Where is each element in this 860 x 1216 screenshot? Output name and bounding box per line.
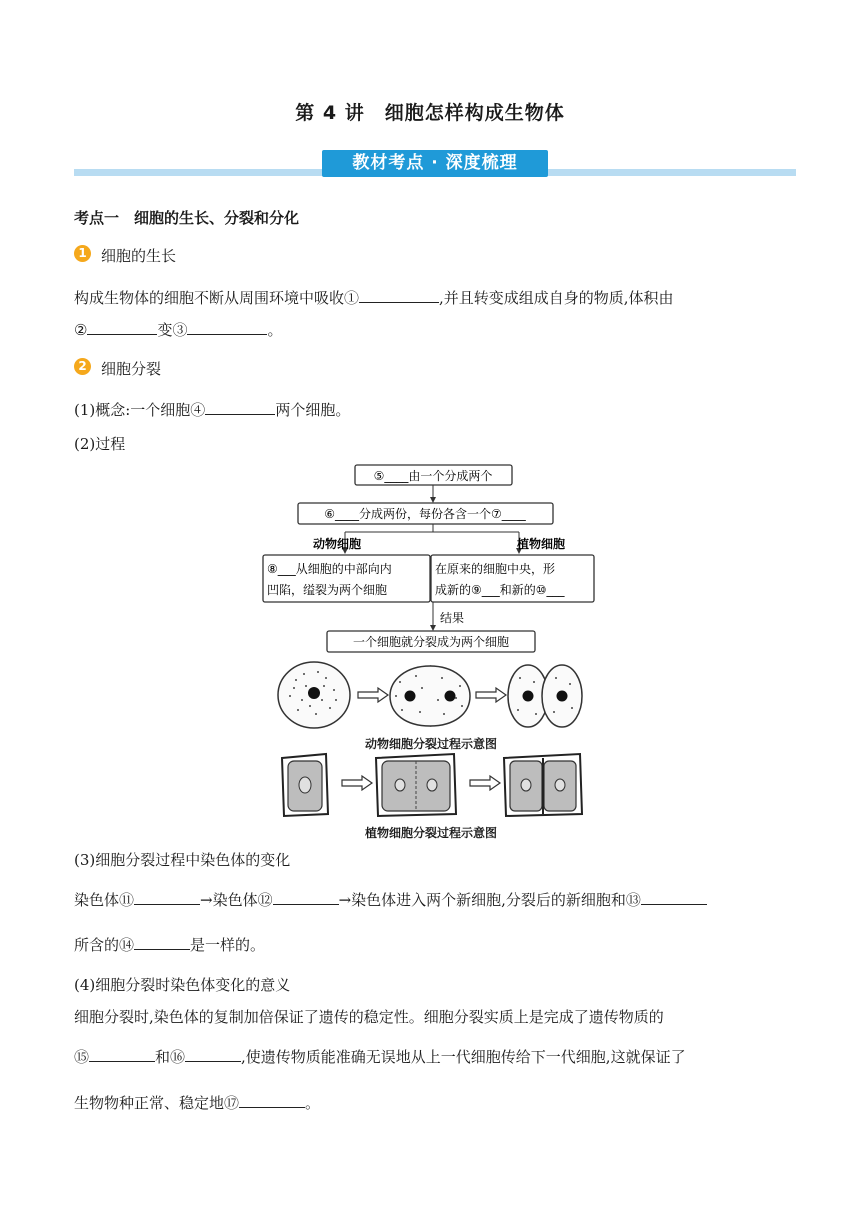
blank-2[interactable] bbox=[87, 320, 157, 335]
animal-cell-1 bbox=[278, 662, 350, 728]
blank-15[interactable] bbox=[89, 1047, 155, 1062]
blank-11[interactable] bbox=[134, 890, 200, 905]
result-box-text: 一个细胞就分裂成为两个细胞 bbox=[352, 635, 510, 649]
blank-1[interactable] bbox=[359, 288, 439, 303]
subsection-title-division: 细胞分裂 bbox=[101, 360, 162, 378]
process-label: (2)过程 bbox=[74, 435, 126, 453]
meaning-heading: (4)细胞分裂时染色体变化的意义 bbox=[74, 976, 291, 994]
animal-division-illustration bbox=[276, 660, 586, 732]
blank-17[interactable] bbox=[239, 1093, 305, 1108]
plant-diagram-caption: 植物细胞分裂过程示意图 bbox=[364, 826, 497, 840]
plant-division-illustration bbox=[276, 752, 586, 818]
blank-3[interactable] bbox=[187, 320, 267, 335]
blank-4[interactable] bbox=[205, 400, 275, 415]
plant-cell-3 bbox=[504, 754, 582, 816]
result-label: 结果 bbox=[440, 611, 465, 625]
blank-14[interactable] bbox=[134, 935, 190, 950]
meaning-line-1: 细胞分裂时,染色体的复制加倍保证了遗传的稳定性。细胞分裂实质上是完成了遗传物质的 bbox=[74, 1008, 664, 1026]
concept-line: (1)概念:一个细胞④ 两个细胞。 bbox=[74, 401, 351, 419]
animal-cell-label: 动物细胞 bbox=[313, 537, 362, 551]
blank-16[interactable] bbox=[185, 1047, 241, 1062]
section-banner: 教材考点 · 深度梳理 bbox=[322, 150, 548, 177]
flow-box-1-text: ⑤____由一个分成两个 bbox=[373, 469, 493, 483]
division-flowchart bbox=[255, 460, 605, 660]
plant-cell-label: 植物细胞 bbox=[517, 537, 566, 551]
chromosome-heading: (3)细胞分裂过程中染色体的变化 bbox=[74, 851, 291, 869]
chromosome-line-2: 所含的⑭ 是一样的。 bbox=[74, 936, 266, 954]
meaning-line-3: 生物物种正常、稳定地⑰ 。 bbox=[74, 1094, 321, 1112]
blank-12[interactable] bbox=[273, 890, 339, 905]
subsection-title-growth: 细胞的生长 bbox=[101, 247, 177, 265]
chromosome-line-1: 染色体⑪ →染色体⑫ →染色体进入两个新细胞,分裂后的新细胞和⑬ bbox=[74, 889, 707, 910]
animal-cell-2 bbox=[390, 666, 470, 726]
animal-diagram-caption: 动物细胞分裂过程示意图 bbox=[364, 737, 497, 751]
plant-box-line2: 成新的⑨___和新的⑩___ bbox=[435, 583, 565, 597]
plant-cell-1 bbox=[282, 754, 328, 816]
blank-13[interactable] bbox=[641, 890, 707, 905]
animal-cell-3 bbox=[508, 665, 582, 727]
plant-box-line1: 在原来的细胞中央，形 bbox=[435, 562, 556, 576]
plant-cell-2 bbox=[376, 754, 456, 816]
flow-box-2-text: ⑥____分成两份，每份各含一个⑦____ bbox=[324, 507, 526, 521]
number-badge-1: 1 bbox=[74, 245, 91, 262]
meaning-line-2: ⑮ 和⑯ ,使遗传物质能准确无误地从上一代细胞传给下一代细胞,这就保证了 bbox=[74, 1048, 686, 1066]
page-title: 第 4 讲 细胞怎样构成生物体 bbox=[295, 102, 565, 124]
topic-heading: 考点一 细胞的生长、分裂和分化 bbox=[74, 209, 300, 227]
growth-line-1: 构成生物体的细胞不断从周围环境中吸收① ,并且转变成组成自身的物质,体积由 bbox=[74, 289, 674, 307]
animal-box-line1: ⑧___从细胞的中部向内 bbox=[267, 562, 392, 576]
growth-line-2: ② 变③ 。 bbox=[74, 321, 283, 339]
animal-box-line2: 凹陷，缢裂为两个细胞 bbox=[267, 583, 388, 597]
number-badge-2: 2 bbox=[74, 358, 91, 375]
